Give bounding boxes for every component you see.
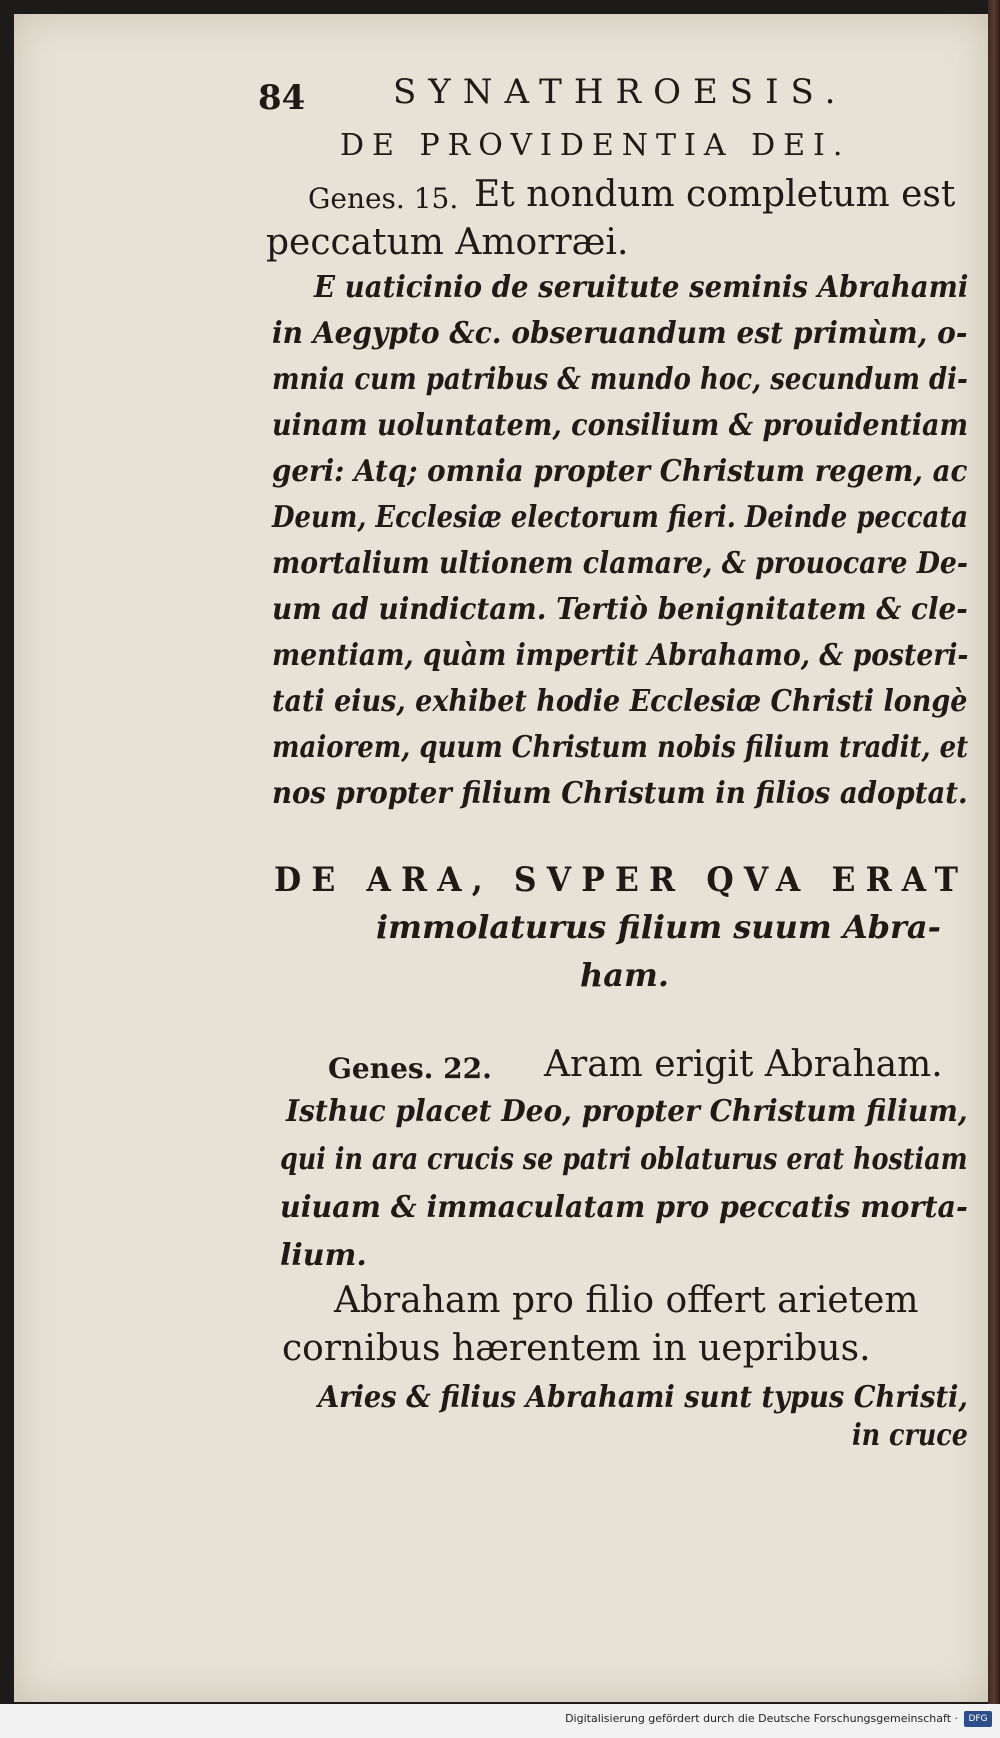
- page-edge: [988, 0, 1000, 1738]
- lemma-line: Abraham pro filio offert arietem: [334, 1280, 919, 1321]
- catchword: in cruce: [852, 1418, 968, 1453]
- body-line: E uaticinio de seruitute seminis Abrahami: [314, 270, 969, 305]
- body-line: uiuam & immaculatam pro peccatis morta-: [280, 1190, 968, 1225]
- footer-bar: [0, 1704, 1000, 1738]
- body-line: mentiam, quàm impertit Abrahamo, & posteri-: [272, 638, 969, 673]
- section-title-providentia: DE PROVIDENTIA DEI.: [340, 128, 851, 163]
- section-subtitle: immolaturus filium suum Abra-: [376, 908, 941, 946]
- lemma-line: Aram erigit Abraham.: [544, 1044, 943, 1085]
- section-subtitle: ham.: [580, 956, 669, 994]
- body-line: geri: Atq; omnia propter Christum regem, ac: [272, 454, 968, 489]
- bible-reference: Genes. 15.: [308, 182, 459, 215]
- page-number: 84: [258, 78, 306, 118]
- body-line: lium.: [280, 1238, 367, 1273]
- lemma-line: Et nondum completum est: [474, 174, 956, 215]
- lemma-line: cornibus hærentem in uepribus.: [282, 1328, 871, 1369]
- body-line: um ad uindictam. Tertiò benignitatem & cle-: [272, 592, 968, 627]
- running-head: SYNATHROESIS.: [393, 72, 848, 112]
- body-line: uinam uoluntatem, consilium & prouidentiam: [272, 408, 969, 443]
- body-line: mnia cum patribus & mundo hoc, secundum di-: [272, 362, 968, 397]
- body-line: nos propter filium Christum in filios adoptat.: [272, 776, 968, 811]
- footer-credit: Digitalisierung gefördert durch die Deutsche Forschungsgemeinschaft ·: [565, 1712, 958, 1725]
- dfg-logo-icon: DFG: [964, 1711, 992, 1727]
- body-line: in Aegypto &c. obseruandum est primùm, o-: [272, 316, 968, 351]
- body-line: tati eius, exhibet hodie Ecclesiæ Christi longè: [272, 684, 968, 719]
- body-line: Deum, Ecclesiæ electorum fieri. Deinde peccata: [272, 500, 969, 535]
- section-title-ara: DE ARA, SVPER QVA ERAT: [274, 860, 969, 900]
- body-line: Aries & filius Abrahami sunt typus Christi,: [318, 1380, 968, 1415]
- lemma-line: peccatum Amorræi.: [266, 222, 629, 263]
- body-line: mortalium ultionem clamare, & prouocare De-: [272, 546, 968, 581]
- bible-reference: Genes. 22.: [328, 1052, 492, 1085]
- body-line: maiorem, quum Christum nobis filium tradit, et: [272, 730, 969, 765]
- body-line: Isthuc placet Deo, propter Christum filium,: [286, 1094, 968, 1129]
- body-line: qui in ara crucis se patri oblaturus erat hostiam: [280, 1142, 968, 1177]
- book-page: [14, 14, 988, 1702]
